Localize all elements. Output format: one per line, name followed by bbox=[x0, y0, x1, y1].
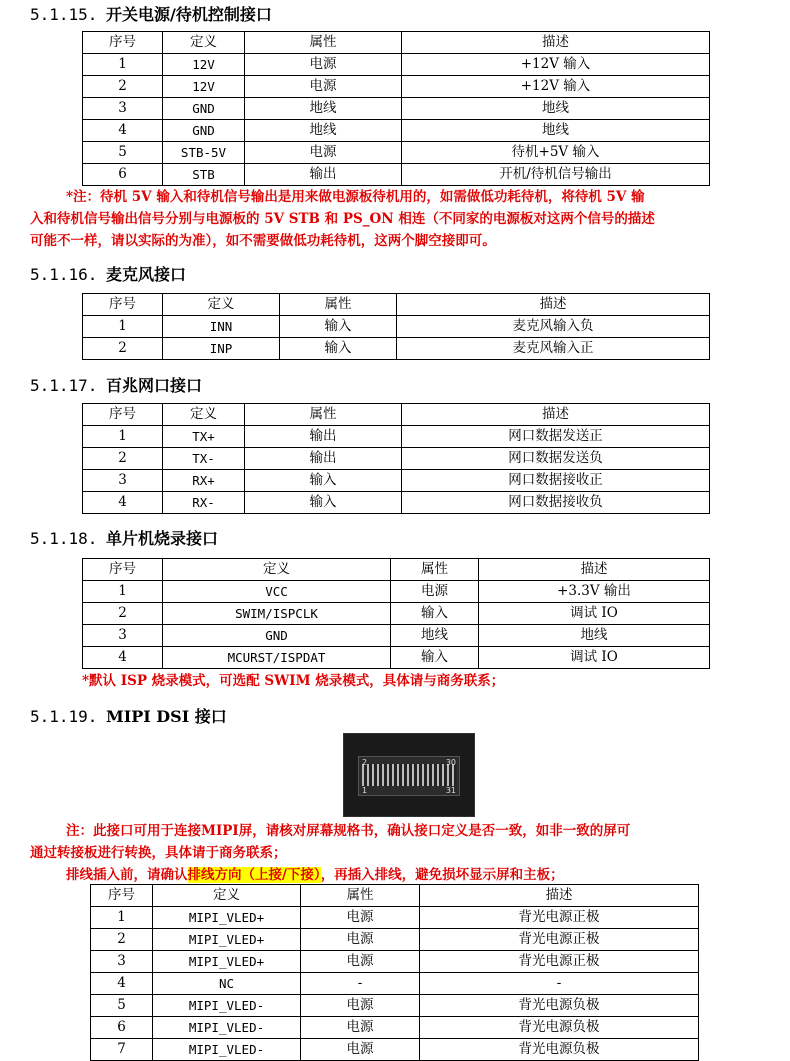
note-mipi bbox=[30, 820, 770, 886]
header-cell: 描述 bbox=[479, 559, 710, 581]
section-number: 5.1.15. bbox=[30, 5, 98, 24]
table-row bbox=[83, 492, 710, 514]
table-cell: TX+ bbox=[163, 426, 245, 448]
table-cell: 待机+5V 输入 bbox=[402, 142, 710, 164]
table-cell: - bbox=[420, 973, 699, 995]
table-cell: GND bbox=[163, 625, 391, 647]
header-cell: 序号 bbox=[83, 559, 163, 581]
note-line: 注：此接口可用于连接MIPI屏，请核对屏幕规格书，确认接口定义是否一致，如非一致的屏可 bbox=[66, 823, 631, 839]
header-cell: 定义 bbox=[163, 404, 245, 426]
table-row bbox=[83, 142, 710, 164]
header-cell: 定义 bbox=[163, 294, 280, 316]
table-cell: 5 bbox=[91, 995, 153, 1017]
table-cell: 网口数据发送正 bbox=[402, 426, 710, 448]
table-cell: MIPI_VLED- bbox=[153, 995, 301, 1017]
table-row bbox=[83, 98, 710, 120]
table-cell: 地线 bbox=[479, 625, 710, 647]
table-cell: 背光电源正极 bbox=[420, 907, 699, 929]
table-mcu-programming bbox=[82, 558, 710, 669]
table-cell: 电源 bbox=[391, 581, 479, 603]
section-title: 麦克风接口 bbox=[106, 265, 187, 284]
table-cell: 背光电源负极 bbox=[420, 995, 699, 1017]
table-row bbox=[83, 120, 710, 142]
table-cell: 地线 bbox=[245, 120, 402, 142]
pin-label: 2 bbox=[362, 758, 368, 767]
table-cell: 1 bbox=[83, 581, 163, 603]
section-title: 百兆网口接口 bbox=[106, 376, 203, 395]
table-cell: 1 bbox=[83, 54, 163, 76]
table-cell: 4 bbox=[83, 647, 163, 669]
table-cell: 6 bbox=[83, 164, 163, 186]
table-cell: MIPI_VLED+ bbox=[153, 929, 301, 951]
section-heading-5-1-17 bbox=[30, 373, 202, 396]
table-ethernet bbox=[82, 403, 710, 514]
table-cell: 12V bbox=[163, 54, 245, 76]
table-cell: 调试 IO bbox=[479, 603, 710, 625]
table-cell: STB-5V bbox=[163, 142, 245, 164]
note-line: 入和待机信号输出信号分别与电源板的 5V STB 和 PS_ON 相连（不同家的电源板对这两个信号的描述 bbox=[30, 211, 655, 227]
header-cell: 定义 bbox=[153, 885, 301, 907]
table-cell: - bbox=[301, 973, 420, 995]
table-cell: TX- bbox=[163, 448, 245, 470]
note-line: 通过转接板进行转换，具体请于商务联系； bbox=[30, 845, 287, 861]
table-cell: 输出 bbox=[245, 448, 402, 470]
table-cell: 电源 bbox=[301, 1017, 420, 1039]
table-row bbox=[91, 907, 699, 929]
table-cell: 电源 bbox=[301, 929, 420, 951]
section-number: 5.1.17. bbox=[30, 376, 98, 395]
table-cell: 12V bbox=[163, 76, 245, 98]
table-cell: 网口数据接收正 bbox=[402, 470, 710, 492]
section-number: 5.1.19. bbox=[30, 707, 98, 726]
table-cell: INP bbox=[163, 338, 280, 360]
table-row bbox=[91, 929, 699, 951]
table-cell: VCC bbox=[163, 581, 391, 603]
table-cell: 开机/待机信号输出 bbox=[402, 164, 710, 186]
table-row bbox=[83, 338, 710, 360]
table-cell: 3 bbox=[91, 951, 153, 973]
header-cell: 描述 bbox=[402, 32, 710, 54]
table-row bbox=[83, 448, 710, 470]
table-cell: 背光电源负极 bbox=[420, 1017, 699, 1039]
connector-pins bbox=[362, 764, 456, 786]
table-cell: 麦克风输入负 bbox=[397, 316, 710, 338]
table-cell: SWIM/ISPCLK bbox=[163, 603, 391, 625]
header-cell: 序号 bbox=[83, 294, 163, 316]
table-cell: RX- bbox=[163, 492, 245, 514]
table-cell: 输入 bbox=[245, 492, 402, 514]
header-cell: 描述 bbox=[420, 885, 699, 907]
note-isp bbox=[82, 670, 762, 692]
header-cell: 描述 bbox=[402, 404, 710, 426]
table-cell: 6 bbox=[91, 1017, 153, 1039]
highlighted-text: 排线方向（上接/下接） bbox=[187, 867, 321, 883]
header-cell: 定义 bbox=[163, 559, 391, 581]
table-row bbox=[83, 603, 710, 625]
note-line-direction bbox=[30, 864, 770, 886]
table-row bbox=[83, 647, 710, 669]
table-cell: 地线 bbox=[402, 120, 710, 142]
header-cell: 序号 bbox=[83, 404, 163, 426]
table-cell: +3.3V 输出 bbox=[479, 581, 710, 603]
table-cell: STB bbox=[163, 164, 245, 186]
table-cell: 调试 IO bbox=[479, 647, 710, 669]
mipi-connector-photo bbox=[343, 733, 475, 817]
note-line: *默认 ISP 烧录模式，可选配 SWIM 烧录模式，具体请与商务联系； bbox=[82, 673, 505, 689]
table-cell: 地线 bbox=[402, 98, 710, 120]
table-row bbox=[83, 426, 710, 448]
table-cell: 地线 bbox=[245, 98, 402, 120]
table-cell: 电源 bbox=[301, 995, 420, 1017]
table-header-row bbox=[83, 404, 710, 426]
table-cell: 电源 bbox=[245, 76, 402, 98]
table-row bbox=[83, 581, 710, 603]
section-heading-5-1-19 bbox=[30, 704, 227, 727]
table-cell: 2 bbox=[83, 76, 163, 98]
table-cell: 2 bbox=[83, 338, 163, 360]
table-cell: NC bbox=[153, 973, 301, 995]
table-cell: +12V 输入 bbox=[402, 54, 710, 76]
table-cell: 网口数据接收负 bbox=[402, 492, 710, 514]
table-cell: 电源 bbox=[301, 951, 420, 973]
table-cell: MCURST/ISPDAT bbox=[163, 647, 391, 669]
table-cell: +12V 输入 bbox=[402, 76, 710, 98]
table-cell: 4 bbox=[83, 492, 163, 514]
section-number: 5.1.18. bbox=[30, 529, 98, 548]
table-cell: 7 bbox=[91, 1039, 153, 1061]
table-cell: 输入 bbox=[245, 470, 402, 492]
header-cell: 属性 bbox=[245, 32, 402, 54]
table-cell: MIPI_VLED+ bbox=[153, 951, 301, 973]
header-cell: 属性 bbox=[391, 559, 479, 581]
note-standby bbox=[30, 186, 770, 252]
table-row bbox=[91, 973, 699, 995]
table-cell: 1 bbox=[83, 426, 163, 448]
table-cell: MIPI_VLED- bbox=[153, 1017, 301, 1039]
table-row bbox=[91, 951, 699, 973]
table-cell: MIPI_VLED+ bbox=[153, 907, 301, 929]
table-cell: 输入 bbox=[391, 603, 479, 625]
table-cell: GND bbox=[163, 120, 245, 142]
section-heading-5-1-15 bbox=[30, 2, 272, 25]
table-cell: 背光电源正极 bbox=[420, 929, 699, 951]
pin-label: 1 bbox=[362, 786, 368, 795]
table-cell: 2 bbox=[91, 929, 153, 951]
header-cell: 属性 bbox=[245, 404, 402, 426]
table-cell: 3 bbox=[83, 625, 163, 647]
table-cell: 电源 bbox=[301, 907, 420, 929]
table-mipi-dsi bbox=[90, 884, 699, 1061]
table-header-row bbox=[83, 294, 710, 316]
note-text: 排线插入前，请确认 bbox=[66, 867, 188, 883]
table-cell: GND bbox=[163, 98, 245, 120]
table-cell: 网口数据发送负 bbox=[402, 448, 710, 470]
table-cell: 输入 bbox=[391, 647, 479, 669]
table-cell: 2 bbox=[83, 448, 163, 470]
note-line: 可能不一样，请以实际的为准），如不需要做低功耗待机，这两个脚空接即可。 bbox=[30, 233, 496, 249]
header-cell: 描述 bbox=[397, 294, 710, 316]
table-cell: MIPI_VLED- bbox=[153, 1039, 301, 1061]
table-cell: 1 bbox=[83, 316, 163, 338]
table-row bbox=[83, 470, 710, 492]
pin-label: 31 bbox=[445, 786, 456, 795]
table-cell: 电源 bbox=[301, 1039, 420, 1061]
table-row bbox=[83, 54, 710, 76]
section-heading-5-1-16 bbox=[30, 262, 186, 285]
table-cell: 2 bbox=[83, 603, 163, 625]
table-cell: 输入 bbox=[280, 316, 397, 338]
table-cell: 电源 bbox=[245, 54, 402, 76]
table-row bbox=[83, 164, 710, 186]
section-title: 单片机烧录接口 bbox=[106, 529, 219, 548]
table-row bbox=[83, 316, 710, 338]
table-microphone bbox=[82, 293, 710, 360]
table-cell: 3 bbox=[83, 98, 163, 120]
table-row bbox=[83, 76, 710, 98]
table-header-row bbox=[83, 559, 710, 581]
table-row bbox=[91, 1017, 699, 1039]
table-header-row bbox=[83, 32, 710, 54]
table-cell: 输出 bbox=[245, 426, 402, 448]
table-cell: RX+ bbox=[163, 470, 245, 492]
table-row bbox=[91, 995, 699, 1017]
table-row bbox=[83, 625, 710, 647]
table-cell: 背光电源负极 bbox=[420, 1039, 699, 1061]
header-cell: 序号 bbox=[83, 32, 163, 54]
section-title: MIPI DSI 接口 bbox=[106, 707, 227, 726]
table-cell: 4 bbox=[83, 120, 163, 142]
table-cell: 3 bbox=[83, 470, 163, 492]
table-cell: 5 bbox=[83, 142, 163, 164]
table-power-standby bbox=[82, 31, 710, 186]
table-cell: 地线 bbox=[391, 625, 479, 647]
section-number: 5.1.16. bbox=[30, 265, 98, 284]
header-cell: 属性 bbox=[301, 885, 420, 907]
table-header-row bbox=[91, 885, 699, 907]
pin-label: 30 bbox=[445, 758, 456, 767]
table-cell: 麦克风输入正 bbox=[397, 338, 710, 360]
table-cell: 背光电源正极 bbox=[420, 951, 699, 973]
table-cell: 输入 bbox=[280, 338, 397, 360]
section-heading-5-1-18 bbox=[30, 526, 218, 549]
header-cell: 属性 bbox=[280, 294, 397, 316]
table-cell: 4 bbox=[91, 973, 153, 995]
table-cell: 1 bbox=[91, 907, 153, 929]
note-line: *注：待机 5V 输入和待机信号输出是用来做电源板待机用的，如需做低功耗待机，将待机 5V 输 bbox=[66, 189, 645, 205]
table-cell: INN bbox=[163, 316, 280, 338]
header-cell: 定义 bbox=[163, 32, 245, 54]
section-title: 开关电源/待机控制接口 bbox=[106, 5, 272, 24]
table-cell: 电源 bbox=[245, 142, 402, 164]
table-row bbox=[91, 1039, 699, 1061]
note-text: ，再插入排线，避免损坏显示屏和主板； bbox=[320, 867, 564, 883]
header-cell: 序号 bbox=[91, 885, 153, 907]
table-cell: 输出 bbox=[245, 164, 402, 186]
